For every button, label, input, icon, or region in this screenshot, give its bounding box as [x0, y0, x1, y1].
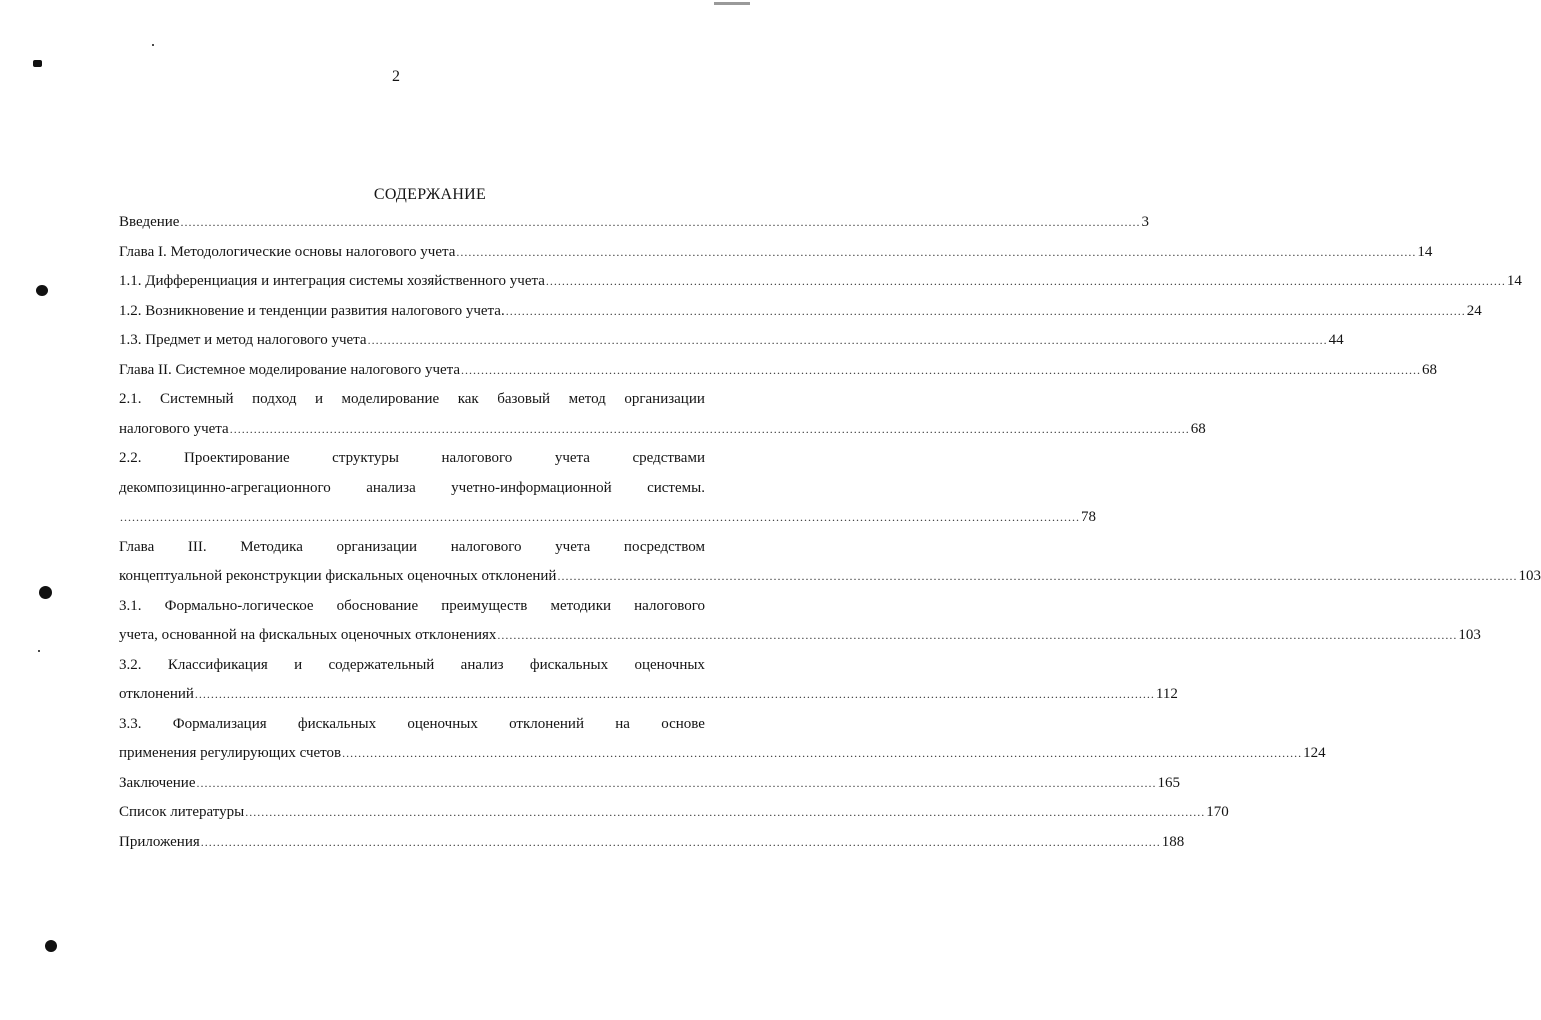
toc-entry-page: 14 [1506, 273, 1522, 289]
toc-entry-line [119, 243, 1433, 266]
toc-entry-word: базовый [497, 391, 551, 407]
punch-hole-mark [39, 586, 52, 599]
toc-entry-line [119, 568, 1541, 590]
toc-entry-page: 44 [1328, 332, 1344, 348]
toc-title: СОДЕРЖАНИЕ [373, 186, 487, 203]
toc-entry-word: декомпозицинно-агрегационного [119, 479, 331, 496]
toc-entry-title: учета, основанной на фискальных оценочных отклонениях [119, 627, 497, 643]
scan-speck [33, 60, 42, 67]
toc-entry-word: оценочных [407, 715, 478, 732]
toc-entry-word: методики [550, 597, 612, 614]
toc-leader-dots: ................................................................................................................................................................................................................................................ [229, 421, 1190, 436]
toc-entry-line [119, 657, 705, 679]
toc-leader-dots: ................................................................................................................................................................................................................................................ [194, 687, 1155, 701]
toc-entry-word: налогового [634, 597, 705, 614]
toc-leader-dots: ................................................................................................................................................................................................................................................ [200, 834, 1161, 849]
toc-entry-word: учета [554, 450, 590, 466]
toc-entry-title: 1.3. Предмет и метод налогового учета [119, 332, 367, 348]
toc-entry-word: системы. [647, 479, 705, 496]
scan-edge-mark [714, 2, 750, 5]
toc-leader-dots: ................................................................................................................................................................................................................................................ [367, 333, 1328, 347]
toc-entry-line [119, 214, 1149, 236]
toc-entry-word: 3.2. [119, 656, 142, 673]
toc-entry-word: и [294, 656, 303, 673]
toc-entry-word: налогового [441, 450, 513, 466]
toc-entry-line [119, 716, 705, 738]
toc-entry-title: Список литературы [119, 804, 245, 820]
toc-entry-title: Введение [119, 214, 180, 230]
toc-entry-word: отклонений [509, 715, 584, 732]
toc-entry-line [119, 480, 705, 502]
toc-entry-line [119, 273, 1522, 295]
toc-entry-word: Системный [160, 391, 234, 407]
toc-leader-dots: ................................................................................................................................................................................................................................................ [545, 274, 1506, 288]
toc-entry-page: 3 [1141, 214, 1149, 230]
toc-entry-word: 3.1. [119, 597, 142, 614]
toc-entry-line [119, 833, 1185, 856]
toc-entry-line [119, 627, 1481, 649]
toc-entry-title: Глава I. Методологические основы налогового учета [119, 243, 456, 260]
toc-entry-page: 112 [1155, 686, 1178, 702]
toc-entry-word: фискальных [529, 656, 609, 673]
toc-entry-page: 14 [1417, 243, 1433, 260]
toc-leader-dots: ................................................................................................................................................................................................................................................ [245, 805, 1206, 819]
page-number: 2 [392, 68, 400, 85]
toc-entry-page: 103 [1518, 568, 1541, 584]
toc-leader-dots: ................................................................................................................................................................................................................................................ [342, 746, 1303, 760]
toc-entry-page: 24 [1466, 302, 1482, 319]
toc-entry-line [119, 302, 1482, 325]
toc-entry-word: Формализация [172, 715, 267, 732]
toc-entry-word: анализ [460, 656, 504, 673]
toc-entry-title: применения регулирующих счетов [119, 745, 342, 761]
toc-entry-word: подход [252, 391, 297, 407]
toc-entry-line [119, 450, 705, 472]
toc-entry-word: налогового [450, 538, 522, 555]
scan-speck [38, 650, 40, 652]
toc-entry-page: 165 [1157, 774, 1180, 791]
toc-entry-line [119, 598, 705, 620]
toc-entry-page: 188 [1161, 833, 1185, 850]
toc-leader-dots: ................................................................................................................................................................................................................................................ [557, 569, 1518, 583]
toc-entry-line [119, 804, 1229, 826]
toc-leader-dots: ................................................................................................................................................................................................................................................ [461, 362, 1422, 377]
toc-entry-title: концептуальной реконструкции фискальных оценочных отклонений [119, 568, 557, 584]
toc-leader-dots: ................................................................................................................................................................................................................................................ [505, 303, 1466, 318]
toc-entry-line [119, 539, 705, 561]
toc-entry-title: Глава II. Системное моделирование налогового учета [119, 361, 461, 378]
toc-entry-word: организации [336, 538, 418, 555]
toc-entry-line [119, 391, 705, 413]
toc-entry-word: III. [187, 538, 207, 555]
toc-entry-word: и [314, 391, 324, 407]
toc-entry-line [119, 509, 1096, 531]
toc-leader-dots: ................................................................................................................................................................................................................................................ [497, 628, 1458, 642]
toc-entry-line [119, 420, 1206, 443]
toc-entry-word: моделирование [341, 391, 440, 407]
toc-entry-word: анализа [366, 479, 416, 496]
toc-entry-page: 103 [1458, 627, 1481, 643]
punch-hole-mark [36, 285, 48, 296]
toc-entry-word: Глава [119, 538, 155, 555]
toc-entry-word: оценочных [634, 656, 705, 673]
toc-leader-dots: ................................................................................................................................................................................................................................................ [196, 775, 1157, 790]
toc-entry-line [119, 361, 1438, 384]
punch-hole-mark [45, 940, 57, 952]
toc-entry-word: как [457, 391, 479, 407]
toc-entry-word: фискальных [297, 715, 377, 732]
scan-speck [152, 44, 154, 46]
toc-leader-dots: ................................................................................................................................................................................................................................................ [456, 244, 1417, 259]
toc-entry-title: 1.2. Возникновение и тенденции развития налогового учета. [119, 302, 505, 319]
toc-entry-word: метод [568, 391, 606, 407]
toc-entry-line [119, 332, 1344, 354]
toc-entry-title: Приложения [119, 833, 200, 850]
toc-entry-page: 124 [1303, 745, 1326, 761]
toc-entry-word: учета [555, 538, 591, 555]
toc-entry-word: основе [661, 715, 705, 732]
toc-entry-word: Классификация [167, 656, 268, 673]
toc-entry-line [119, 686, 1178, 708]
toc-entry-word: 3.3. [119, 715, 142, 732]
toc-entry-line [119, 774, 1180, 797]
toc-entry-page: 68 [1422, 361, 1438, 378]
toc-entry-line [119, 745, 1326, 767]
toc-entry-word: 2.2. [119, 450, 142, 466]
toc-leader-dots: ................................................................................................................................................................................................................................................ [180, 215, 1141, 229]
toc-entry-word: содержательный [328, 656, 435, 673]
toc-entry-word: 2.1. [119, 391, 142, 407]
toc-entry-word: учетно-информационной [451, 479, 612, 496]
toc-entry-word: организации [624, 391, 705, 407]
toc-entry-page: 170 [1206, 804, 1229, 820]
toc-entry-word: обоснование [336, 597, 419, 614]
toc-leader-dots: ................................................................................................................................................................................................................................................ [120, 510, 1080, 524]
toc-entry-word: Методика [240, 538, 303, 555]
toc-entry-title: 1.1. Дифференциация и интеграция системы хозяйственного учета [119, 273, 545, 289]
toc-entry-word: структуры [332, 450, 399, 466]
toc-entry-title: Заключение [119, 774, 196, 791]
toc-entry-page: 68 [1190, 420, 1206, 437]
toc-entry-title: налогового учета [119, 420, 229, 437]
toc-entry-word: посредством [623, 538, 705, 555]
toc-entry-word: Проектирование [184, 450, 290, 466]
toc-entry-title: отклонений [119, 686, 194, 702]
toc-entry-page: 78 [1081, 509, 1096, 525]
toc-entry-word: на [615, 715, 630, 732]
toc-entry-word: Формально-логическое [164, 597, 314, 614]
toc-entry-word: преимуществ [441, 597, 528, 614]
toc-entry-word: средствами [632, 450, 705, 466]
